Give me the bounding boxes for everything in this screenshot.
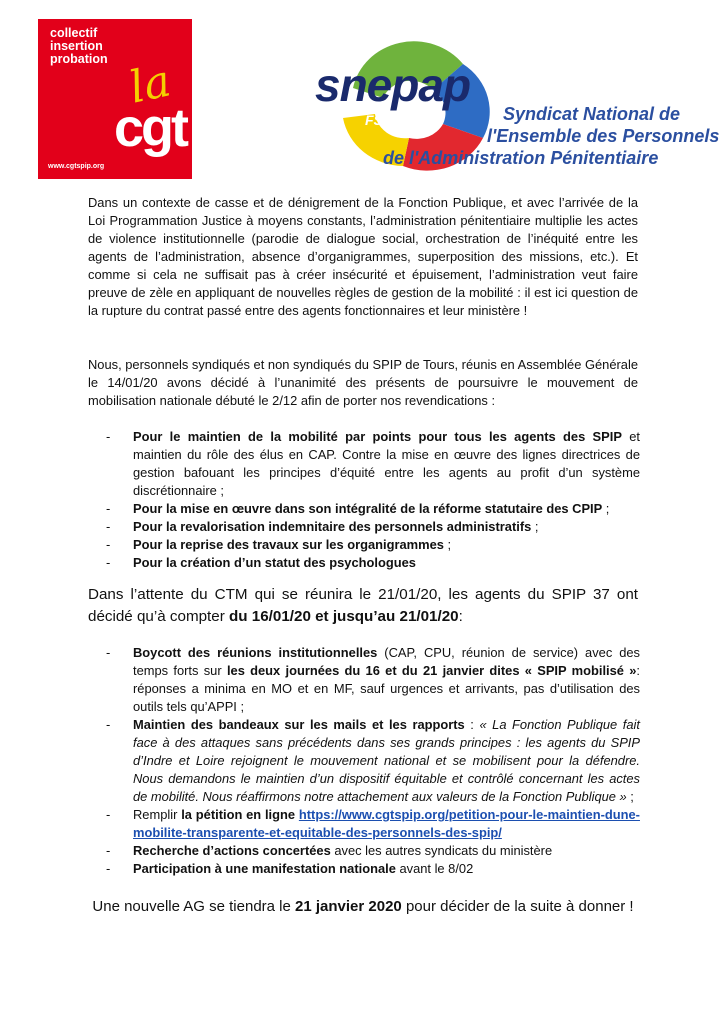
snepap-wordmark: snepap <box>315 59 471 111</box>
list-item <box>88 806 640 842</box>
demo-title: Participation à une manifestation nationale <box>133 861 396 876</box>
intro-paragraph: Dans un contexte de casse et de dénigrement de la Fonction Publique, et avec l’arrivée de la Loi Programmation Justice à moyens constants, l’administration pénitentiaire multiplie les actes de violence institutionnelle (parodie de dialogue social, orchestration de l’inéquité entre les agents de l’administration, absence d’organigrammes, superposition des missions, etc.). Et comme si cela ne suffisait pas à créer insécurité et épuisement, l’administration veut faire preuve de zèle en appliquant de nouvelles règles de gestion de la mobilité : il est ici question de la rupture du contrat passé entre des agents fonctionnaires et leur ministère ! <box>88 195 638 318</box>
boycott-title: Boycott des réunions institutionnelles <box>133 645 378 660</box>
actions-list <box>88 644 640 878</box>
snepap-tagline-2: l'Ensemble des Personnels <box>487 126 720 146</box>
demand-detail: ; <box>443 537 452 552</box>
snepap-tagline-1: Syndicat National de <box>503 104 681 124</box>
demands-list <box>88 428 640 572</box>
snepap-logo <box>313 28 720 174</box>
ctm-colon: : <box>458 608 463 625</box>
ctm-paragraph <box>88 584 638 628</box>
research-text: avec les autres syndicats du ministère <box>330 843 553 858</box>
cgt-script-la: la <box>125 55 176 114</box>
demand-title: Pour la création d’un statut des psychologues <box>133 555 416 570</box>
banners-title: Maintien des bandeaux sur les mails et les rapports <box>133 717 465 732</box>
list-item <box>88 500 640 518</box>
ctm-text: Dans l’attente du CTM qui se réunira le 21/01/20, les agents du SPIP 37 ont décidé qu’à compter <box>88 586 638 625</box>
list-item <box>88 428 640 500</box>
list-item <box>88 860 640 878</box>
banners-colon: : <box>464 717 480 732</box>
boycott-days: les deux journées du 16 et du 21 janvier dites « SPIP mobilisé » <box>226 663 637 678</box>
petition-link[interactable]: https://www.cgtspip.org/petition-pour-le-maintien-dune-mobilite-transparente-et-equitable-des-personnels-des-spip/ <box>133 807 640 840</box>
snepap-tagline-3: de l'Administration Pénitentiaire <box>383 148 659 168</box>
demand-title: Pour le maintien de la mobilité par points pour tous les agents des SPIP <box>133 429 622 444</box>
demand-title: Pour la mise en œuvre dans son intégralité de la réforme statutaire des CPIP <box>133 501 603 516</box>
list-item <box>88 644 640 716</box>
closing-paragraph <box>88 896 638 918</box>
list-item <box>88 518 640 536</box>
demand-detail: et maintien du rôle des élus en CAP. Contre la mise en œuvre des lignes directrices de gestion bafouant les principes d’équité entre les agents au profit d’un système discrétionnaire ; <box>133 429 640 498</box>
demand-detail: ; <box>602 501 610 516</box>
list-item <box>88 716 640 806</box>
cgt-line-1: collectif <box>50 26 98 40</box>
closing-end: pour décider de la suite à donner ! <box>401 898 634 915</box>
closing-date: 21 janvier 2020 <box>295 898 402 915</box>
banners-quote: « La Fonction Publique fait face à des attaques sans précédents dans ses grands principes : les agents du SPIP d’Indre et Loire rejoignent le mouvement national et se mobilisent pour la défendre. Nous demandons le maintien d’un dispositif équitable et contrôlé concernant les actes de mobilité. Nous réaffirmons notre attachement aux valeurs de la Fonction Publique » <box>133 717 640 804</box>
cgt-collective-name <box>50 27 108 66</box>
closing-text: Une nouvelle AG se tiendra le <box>92 898 296 915</box>
cgt-line-3: probation <box>50 52 108 66</box>
petition-pre: Remplir <box>133 807 182 822</box>
cgt-line-2: insertion <box>50 39 103 53</box>
research-title: Recherche d’actions concertées <box>133 843 331 858</box>
list-item <box>88 554 640 572</box>
cgt-url: www.cgtspip.org <box>48 163 105 170</box>
cgt-logo <box>38 19 192 179</box>
list-item <box>88 536 640 554</box>
banners-end: ; <box>626 789 634 804</box>
demand-title: Pour la reprise des travaux sur les organigrammes <box>133 537 444 552</box>
ctm-dates: du 16/01/20 et jusqu’au 21/01/20 <box>229 608 459 625</box>
demo-text: avant le 8/02 <box>395 861 474 876</box>
assembly-paragraph: Nous, personnels syndiqués et non syndiqués du SPIP de Tours, réunis en Assemblée Générale le 14/01/20 avons décidé à l’unanimité des présents de poursuivre le mouvement de mobilisation nationale débuté le 2/12 afin de porter nos revendications : <box>88 357 638 408</box>
boycott-text: (CAP, CPU, réunion de service) avec des temps forts sur <box>133 645 641 678</box>
demand-detail: ; <box>531 519 539 534</box>
list-item <box>88 842 640 860</box>
demand-title: Pour la revalorisation indemnitaire des personnels administratifs <box>133 519 532 534</box>
petition-title: la pétition en ligne <box>181 807 296 822</box>
fsu-label: FSU <box>365 112 393 128</box>
boycott-end: : réponses a minima en MO et en MF, sauf urgences et arrivants, pas d’utilisation des outils tels qu’APPI ; <box>133 663 640 714</box>
cgt-wordmark: cgt <box>114 98 186 158</box>
